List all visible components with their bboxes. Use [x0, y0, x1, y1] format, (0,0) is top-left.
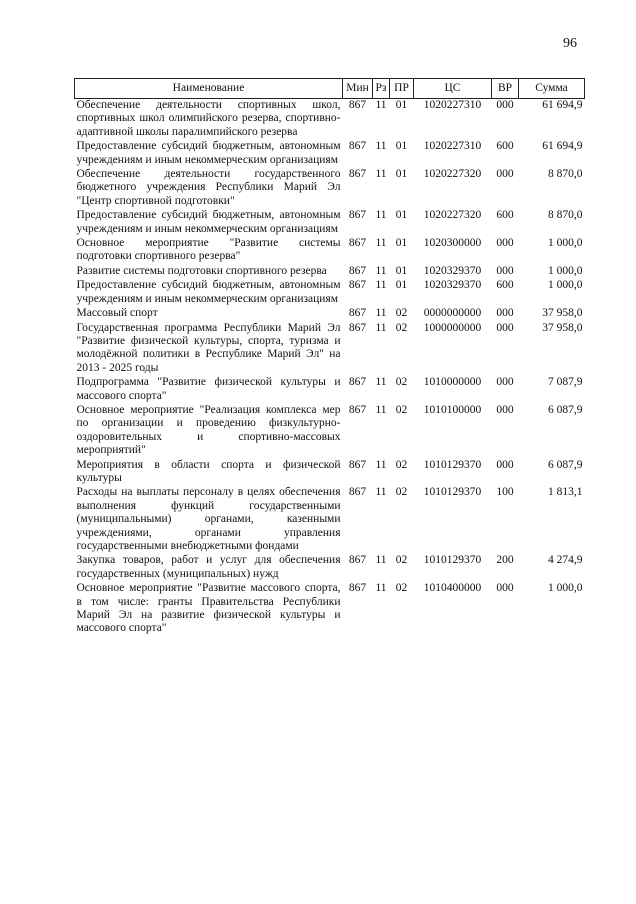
- cell-name: Развитие системы подготовки спортивного резерва: [76, 264, 327, 277]
- cell-vr: 000: [496, 321, 514, 334]
- cell-sum: 7 087,9: [548, 376, 583, 389]
- cell-vr: 100: [496, 486, 514, 499]
- cell-pr: 01: [395, 279, 408, 292]
- header-cs: ЦС: [414, 79, 492, 99]
- cell-cs: 1010129370: [423, 486, 482, 499]
- cell-pr: 02: [395, 376, 408, 389]
- cell-rz: 11: [375, 376, 387, 389]
- table-row: [75, 265, 585, 279]
- cell-sum: 1 000,0: [548, 237, 583, 250]
- cell-sum: 61 694,9: [542, 140, 583, 153]
- cell-sum: 37 958,0: [542, 321, 583, 334]
- cell-rz: 11: [375, 307, 387, 320]
- cell-rz: 11: [375, 168, 387, 181]
- cell-cs: 1010129370: [423, 458, 482, 471]
- cell-min: 867: [348, 376, 367, 389]
- cell-pr: 02: [395, 486, 408, 499]
- cell-pr: 01: [395, 140, 408, 153]
- cell-name: Предоставление субсидий бюджетным, автономным учреждениям и иным некоммерческим организациям: [76, 279, 341, 305]
- table-row: [75, 459, 585, 487]
- cell-cs: 1020227310: [423, 99, 482, 111]
- table-header-row: [75, 79, 585, 99]
- table-row: [75, 404, 585, 459]
- cell-vr: 600: [496, 209, 514, 222]
- cell-pr: 01: [395, 168, 408, 181]
- cell-vr: 000: [496, 307, 514, 320]
- table-row: [75, 582, 585, 637]
- cell-name: Предоставление субсидий бюджетным, автономным учреждениям и иным некоммерческим организациям: [76, 209, 341, 235]
- cell-pr: 02: [395, 458, 408, 471]
- cell-rz: 11: [375, 403, 387, 416]
- header-vr: ВР: [492, 79, 519, 99]
- table-row: [75, 140, 585, 168]
- cell-vr: 000: [496, 99, 514, 111]
- cell-name: Предоставление субсидий бюджетным, автономным учреждениям и иным некоммерческим организациям: [76, 140, 341, 166]
- cell-name: Мероприятия в области спорта и физической культуры: [76, 458, 341, 484]
- cell-min: 867: [348, 168, 367, 181]
- cell-rz: 11: [375, 582, 387, 595]
- cell-pr: 01: [395, 264, 408, 277]
- cell-cs: 1020227320: [423, 168, 482, 181]
- table-row: [75, 237, 585, 265]
- cell-vr: 000: [496, 582, 514, 595]
- cell-pr: 02: [395, 321, 408, 334]
- cell-sum: 1 813,1: [548, 486, 583, 499]
- cell-rz: 11: [375, 458, 387, 471]
- cell-rz: 11: [375, 140, 387, 153]
- cell-cs: 1020227320: [423, 209, 482, 222]
- cell-rz: 11: [375, 279, 387, 292]
- cell-vr: 600: [496, 279, 514, 292]
- cell-name: Основное мероприятие "Реализация комплекса мер по организации и проведению физкультурно-оздоровительных и спортивно-массовых мероприятий": [76, 403, 341, 457]
- header-min: Мин: [343, 79, 373, 99]
- table-row: [75, 279, 585, 307]
- cell-pr: 02: [395, 582, 408, 595]
- cell-sum: 8 870,0: [548, 168, 583, 181]
- budget-table: [74, 78, 585, 637]
- cell-vr: 000: [496, 376, 514, 389]
- cell-cs: 1020329370: [423, 279, 482, 292]
- cell-sum: 8 870,0: [548, 209, 583, 222]
- table-row: [75, 554, 585, 582]
- cell-min: 867: [348, 321, 367, 334]
- cell-pr: 01: [395, 99, 408, 111]
- cell-pr: 02: [395, 554, 408, 567]
- cell-name: Обеспечение деятельности государственного бюджетного учреждения Республики Марий Эл "Центр спортивной подготовки": [76, 168, 341, 207]
- cell-name: Основное мероприятие "Развитие массового спорта, в том числе: гранты Правительства Республики Марий Эл на развитие физической культуры и массового спорта": [76, 582, 341, 635]
- cell-cs: 1020329370: [423, 264, 482, 277]
- cell-name: Закупка товаров, работ и услуг для обеспечения государственных (муниципальных) нужд: [76, 554, 341, 580]
- table-row: [75, 376, 585, 404]
- cell-min: 867: [348, 486, 367, 499]
- cell-sum: 4 274,9: [548, 554, 583, 567]
- cell-min: 867: [348, 279, 367, 292]
- cell-sum: 6 087,9: [548, 403, 583, 416]
- cell-sum: 1 000,0: [548, 279, 583, 292]
- cell-vr: 600: [496, 140, 514, 153]
- cell-cs: 1020227310: [423, 140, 482, 153]
- cell-cs: 0000000000: [423, 307, 482, 320]
- cell-vr: 000: [496, 168, 514, 181]
- cell-rz: 11: [375, 237, 387, 250]
- cell-sum: 1 000,0: [548, 582, 583, 595]
- cell-vr: 200: [496, 554, 514, 567]
- cell-rz: 11: [375, 486, 387, 499]
- header-sum: Сумма: [519, 79, 585, 99]
- cell-vr: 000: [496, 458, 514, 471]
- cell-rz: 11: [375, 321, 387, 334]
- cell-name: Массовый спорт: [76, 307, 158, 320]
- table-row: [75, 322, 585, 377]
- cell-min: 867: [348, 307, 367, 320]
- cell-sum: 1 000,0: [548, 264, 583, 277]
- cell-cs: 1010100000: [423, 403, 482, 416]
- cell-pr: 02: [395, 403, 408, 416]
- cell-rz: 11: [375, 264, 387, 277]
- header-name: Наименование: [75, 79, 343, 99]
- cell-min: 867: [348, 582, 367, 595]
- cell-min: 867: [348, 554, 367, 567]
- cell-vr: 000: [496, 264, 514, 277]
- cell-pr: 01: [395, 209, 408, 222]
- cell-name: Подпрограмма "Развитие физической культуры и массового спорта": [76, 376, 341, 402]
- cell-min: 867: [348, 403, 367, 416]
- cell-min: 867: [348, 237, 367, 250]
- header-rz: Рз: [373, 79, 390, 99]
- page-number: 96: [563, 36, 577, 51]
- cell-sum: 37 958,0: [542, 307, 583, 320]
- cell-sum: 61 694,9: [542, 99, 583, 111]
- cell-cs: 1010129370: [423, 554, 482, 567]
- cell-rz: 11: [375, 554, 387, 567]
- cell-cs: 1000000000: [423, 321, 482, 334]
- table-body: [75, 99, 585, 637]
- cell-name: Расходы на выплаты персоналу в целях обеспечения выполнения функций государственными (муниципальными) органами, казенными учреждениями, органами управления государственными внебюджетными фондами: [76, 486, 341, 552]
- cell-cs: 1010000000: [423, 376, 482, 389]
- cell-min: 867: [348, 264, 367, 277]
- table-row: [75, 209, 585, 237]
- header-pr: ПР: [390, 79, 414, 99]
- cell-pr: 02: [395, 307, 408, 320]
- table-row: [75, 307, 585, 321]
- cell-vr: 000: [496, 237, 514, 250]
- cell-min: 867: [348, 140, 367, 153]
- cell-vr: 000: [496, 403, 514, 416]
- cell-cs: 1020300000: [423, 237, 482, 250]
- cell-min: 867: [348, 99, 367, 111]
- table-row: [75, 168, 585, 209]
- cell-cs: 1010400000: [423, 582, 482, 595]
- table-row: [75, 99, 585, 141]
- cell-min: 867: [348, 209, 367, 222]
- cell-name: Государственная программа Республики Марий Эл "Развитие физической культуры, спорта, туризма и молодёжной политики в Республике Марий Эл" на 2013 - 2025 годы: [76, 321, 341, 374]
- cell-name: Обеспечение деятельности спортивных школ, спортивных школ олимпийского резерва, спортивно-адаптивной школы паралимпийского резерва: [76, 99, 341, 138]
- cell-min: 867: [348, 458, 367, 471]
- table-row: [75, 486, 585, 554]
- cell-sum: 6 087,9: [548, 458, 583, 471]
- cell-pr: 01: [395, 237, 408, 250]
- cell-rz: 11: [375, 209, 387, 222]
- cell-rz: 11: [375, 99, 387, 111]
- cell-name: Основное мероприятие "Развитие системы подготовки спортивного резерва": [76, 237, 341, 263]
